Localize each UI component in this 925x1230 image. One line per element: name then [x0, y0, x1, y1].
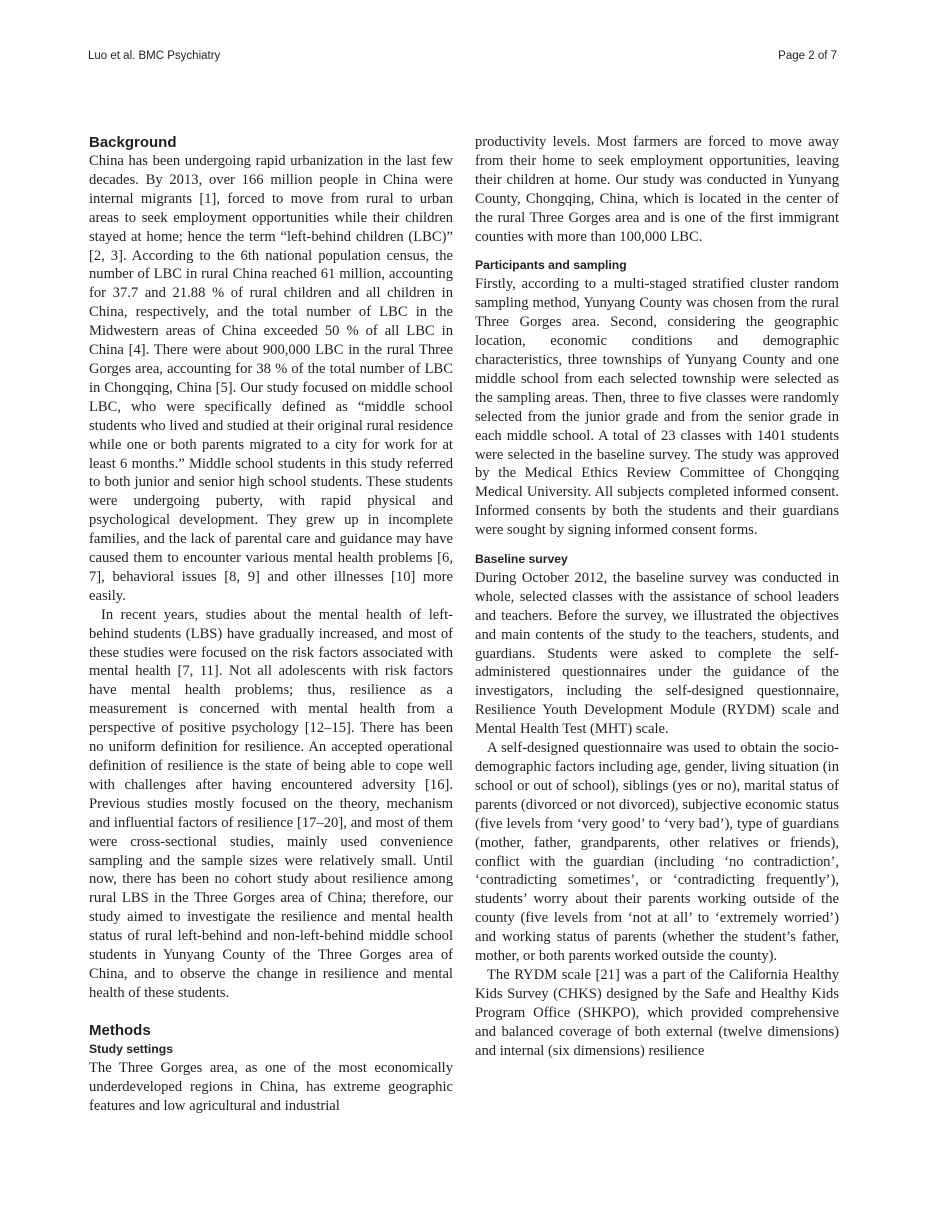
- study-settings-heading: Study settings: [89, 1041, 173, 1056]
- background-paragraph-2: In recent years, studies about the mental health of left-behind students (LBS) have gradually increased, and most of these studies were focused on the risk factors associated with mental health [7, 11]. Not all adolescents with risk factors have mental health problems; thus, resilience as a measurement is concerned with mental health from a perspective of positive psychology [12–15]. There has been no uniform definition for resilience. An accepted operational definition of resilience is the state of being able to cope well with challenges after having encountered adversity [16]. Previous studies mostly focused on the theory, mechanism and influential factors of resilience [17–20], and most of them were cross-sectional studies, mainly used convenience sampling and the sample sizes were relatively small. Until now, there has been no cohort study about resilience among rural LBS in the Three Gorges area of China; therefore, our study aimed to investigate the resilience and mental health status of rural left-behind and non-left-behind middle school students in Yunyang County of the Three Gorges area of China, and to observe the change in resilience and mental health of these students.: [89, 606, 453, 1001]
- left-column: [89, 133, 453, 1115]
- background-heading: Background: [89, 134, 177, 151]
- right-column: [475, 133, 839, 1061]
- baseline-paragraph-1: During October 2012, the baseline survey was conducted in whole, selected classes with the assistance of school leaders and teachers. Before the survey, we illustrated the objectives and main contents of the study to the teachers, students, and guardians. Students were asked to complete the self-administered questionnaires under the guidance of the investigators, including the self-designed questionnaire, Resilience Youth Development Module (RYDM) scale and Mental Health Test (MHT) scale.: [475, 569, 839, 738]
- baseline-survey-heading: Baseline survey: [475, 552, 568, 567]
- running-header-page-number: Page 2 of 7: [778, 50, 837, 62]
- methods-heading: Methods: [89, 1021, 151, 1039]
- participants-heading: Participants and sampling: [475, 258, 627, 273]
- running-header-journal: Luo et al. BMC Psychiatry: [88, 50, 221, 62]
- baseline-paragraph-2: A self-designed questionnaire was used to obtain the socio-demographic factors including age, gender, living situation (in school or out of school), siblings (yes or no), marital status of parents (divorced or not divorced), subjective economic status (five levels from ‘very good’ to ‘very bad’), type of guardians (mother, father, grandparents, other relatives or friends), conflict with the guardian (including ‘no contradiction’, ‘contradicting sometimes’, or ‘contradicting frequently’), students’ worry about their parents working outside of the county (five levels from ‘not at all’ to ‘extremely worried’) and working status of parents (whether the student’s father, mother, or both parents worked outside the county).: [475, 740, 839, 965]
- background-paragraph-1: China has been undergoing rapid urbanization in the last few decades. By 2013, over 166 million people in China were internal migrants [1], forced to move from rural to urban areas to seek employment opportunities while their children stayed at home; hence the term “left-behind children (LBC)” [2, 3]. According to the 6th national population census, the number of LBC in rural China reached 61 million, accounting for 37.7 and 21.88 % of rural children and all children in China, respectively, and the total number of LBC in the Midwestern areas of China exceeded 50 % of all LBC in China [4]. There were about 900,000 LBC in the rural Three Gorges area, accounting for 38 % of the total number of LBC in Chongqing, China [5]. Our study focused on middle school LBC, who were specifically defined as “middle school students who lived and studied at their original rural residence while one or both parents migrated to a city for work for at least 6 months.” Middle school students in this study referred to both junior and senior high school students. These students were undergoing puberty, with rapid physical and psychological development. They grew up in incomplete families, and the lack of parental care and guidance may have caused them to encounter various mental health problems [6, 7], behavioral issues [8, 9] and other illnesses [10] more easily.: [89, 153, 453, 604]
- participants-paragraph: Firstly, according to a multi-staged stratified cluster random sampling method, Yunyang County was chosen from the rural Three Gorges area. Second, considering the geographic location, economic conditions and demographic characteristics, three townships of Yunyang County and one middle school from each selected township were selected as the sampling areas. Then, three to five classes were randomly selected from the junior grade and from the senior grade in each middle school. A total of 23 classes with 1401 students were selected in the baseline survey. The study was approved by the Medical Ethics Review Committee of Chongqing Medical University. All subjects completed informed consent. Informed consents by both the students and their guardians were sought by signing informed consent forms.: [475, 276, 839, 539]
- study-settings-paragraph: The Three Gorges area, as one of the most economically underdeveloped regions in China, has extreme geographic features and low agricultural and industrial: [89, 1059, 453, 1114]
- study-settings-paragraph-continued: productivity levels. Most farmers are forced to move away from their home to seek employment opportunities, leaving their children at home. Our study was conducted in Yunyang County, Chongqing, China, which is located in the center of the rural Three Gorges area and is one of the first immigrant counties with more than 100,000 LBC.: [475, 134, 839, 245]
- baseline-paragraph-3: The RYDM scale [21] was a part of the California Healthy Kids Survey (CHKS) designed by the Safe and Healthy Kids Program Office (SHKPO), which provided comprehensive and balanced coverage of both external (twelve dimensions) and internal (six dimensions) resilience: [475, 966, 839, 1059]
